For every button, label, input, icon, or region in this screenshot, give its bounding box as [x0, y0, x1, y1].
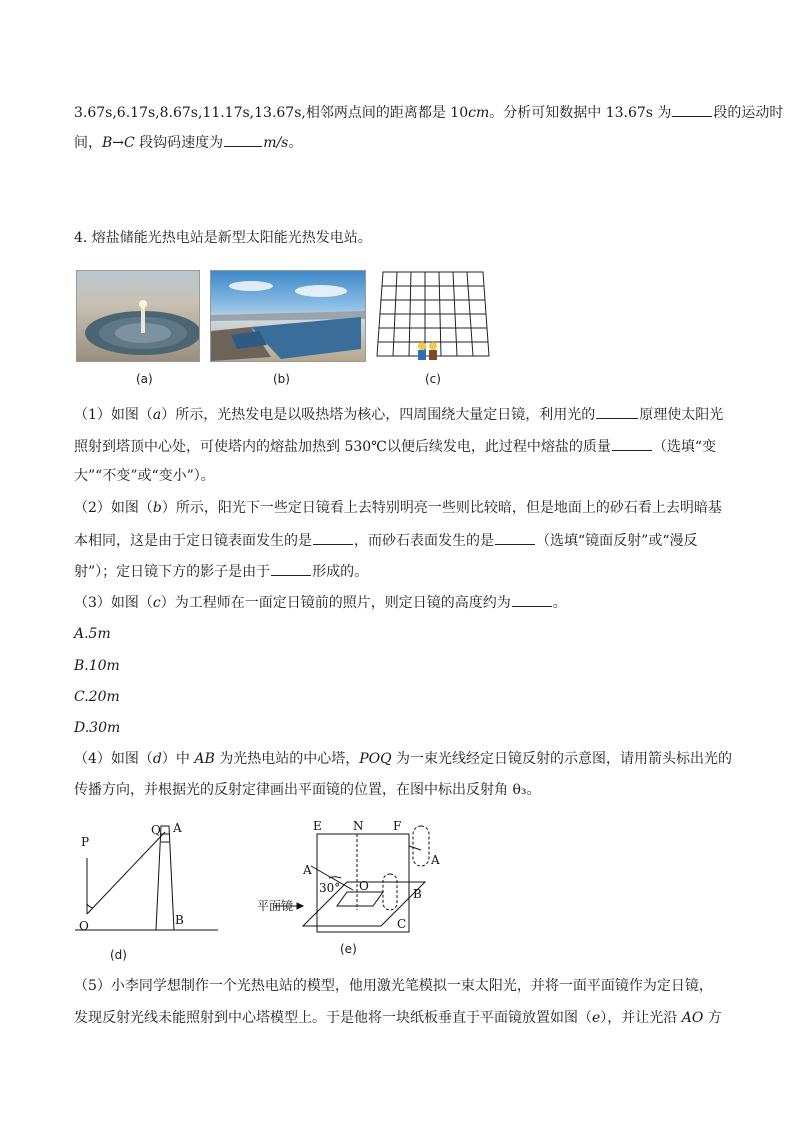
- label-b: B: [175, 913, 184, 927]
- figure-ref: c: [152, 595, 161, 611]
- answer-blank[interactable]: [313, 530, 353, 545]
- part-2-line-1: [74, 498, 722, 518]
- question-title: 4. 熔盐储能光热电站是新型太阳能光热发电站。: [74, 230, 372, 246]
- label-n: N: [353, 819, 364, 833]
- text: （选填“变: [652, 439, 717, 455]
- intro-text: 3.67s,6.17s,8.67s,11.17s,13.67s,相邻两点间的距离都是 10: [74, 105, 469, 121]
- text: 为光热电站的中心塔，: [214, 751, 360, 767]
- figure-d-tower-diagram: [75, 818, 225, 948]
- part-5-line-1: （5）小李同学想制作一个光热电站的模型，他用激光笔模拟一束太阳光，并将一面平面镜作为定日镜，: [74, 978, 713, 994]
- figure-ref: d: [152, 751, 162, 767]
- text: （1）如图（: [74, 407, 153, 423]
- label-p: P: [81, 835, 90, 849]
- part-1-line-3: 大”“不变”或“变小”）。: [74, 468, 215, 484]
- part-4-line-2: 传播方向，并根据光的反射定律画出平面镜的位置，在图中标出反射角 θ₃。: [74, 782, 541, 798]
- intro-text: 段钩码速度为: [134, 135, 224, 151]
- text: 方: [703, 1010, 722, 1026]
- answer-blank[interactable]: [596, 404, 638, 419]
- part-4-line-1: [74, 749, 732, 769]
- label-poq: POQ: [359, 751, 392, 767]
- segment-label: B→C: [102, 135, 135, 151]
- label-f: F: [393, 819, 402, 833]
- label-mirror: 平面镜: [257, 899, 294, 913]
- text: 射”）；定日镜下方的影子是由于: [74, 564, 271, 580]
- option-d[interactable]: D.30m: [74, 720, 121, 736]
- caption-b: (b): [273, 372, 290, 386]
- label-b: B: [413, 887, 422, 901]
- label-a: A: [173, 821, 182, 835]
- intro-text: 。分析可知数据中 13.67s 为: [489, 105, 672, 121]
- text: 形成的。: [312, 564, 369, 580]
- answer-blank[interactable]: [672, 102, 712, 117]
- option-b[interactable]: B.10m: [74, 658, 120, 674]
- unit-cm: cm: [468, 105, 490, 121]
- label-o: O: [359, 879, 369, 893]
- text: （选填“镜面反射”或“漫反: [536, 533, 698, 549]
- answer-blank[interactable]: [271, 561, 311, 576]
- label-a-left: A: [303, 863, 312, 877]
- caption-d: (d): [110, 948, 127, 962]
- text: （3）如图（: [74, 595, 153, 611]
- label-o: O: [79, 919, 89, 933]
- label-e: E: [313, 819, 322, 833]
- photo-a-solar-field: [76, 270, 200, 362]
- text: 发现反射光线未能照射到中心塔模型上。于是他将一块纸板垂直于平面镜放置如图（: [74, 1010, 592, 1026]
- label-angle: 30°: [319, 881, 341, 895]
- caption-e: (e): [340, 942, 357, 956]
- figure-c-heliostat-grid: [375, 270, 495, 362]
- figure-ref: b: [152, 500, 162, 516]
- intro-text: 。: [288, 135, 303, 151]
- option-c[interactable]: C.20m: [74, 689, 120, 705]
- answer-blank[interactable]: [512, 592, 552, 607]
- option-a[interactable]: A.5m: [74, 626, 111, 642]
- part-2-line-2: [74, 530, 697, 551]
- label-q: Q: [151, 823, 161, 837]
- text: ），并让光沿: [600, 1010, 682, 1026]
- part-5-line-2: [74, 1008, 722, 1028]
- text: （2）如图（: [74, 500, 153, 516]
- text: 照射到塔顶中心处，可使塔内的熔盐加热到 530℃以便后续发电，此过程中熔盐的质量: [74, 439, 611, 455]
- part-2-line-3: [74, 561, 368, 582]
- figure-e-reflection-setup: [255, 818, 445, 938]
- label-ab: AB: [194, 751, 215, 767]
- text: ，而砂石表面发生的是: [354, 533, 494, 549]
- label-c: C: [397, 917, 407, 931]
- label-a-right: A: [431, 853, 440, 867]
- figure-ref: a: [152, 407, 162, 423]
- engineers-icon: [418, 342, 437, 360]
- part-3-line: [74, 592, 567, 613]
- text: 。: [552, 595, 567, 611]
- caption-a: (a): [136, 372, 153, 386]
- intro-line-1: [74, 102, 783, 123]
- text: 原理使太阳光: [639, 407, 724, 423]
- photo-b-heliostats: [210, 270, 366, 362]
- intro-text: 段的运动时: [713, 105, 784, 121]
- text: ）所示，阳光下一些定日镜看上去特别明亮一些则比较暗，但是地面上的砂石看上去明暗基: [161, 500, 722, 516]
- label-ao: AO: [681, 1010, 704, 1026]
- answer-blank[interactable]: [495, 530, 535, 545]
- text: ）为工程师在一面定日镜前的照片，则定日镜的高度约为: [160, 595, 511, 611]
- part-1-line-2: [74, 436, 716, 457]
- caption-c: (c): [425, 372, 441, 386]
- intro-text: 间，: [74, 135, 102, 151]
- text: ）所示，光热发电是以吸热塔为核心，四周围绕大量定日镜，利用光的: [161, 407, 596, 423]
- text: 本相同，这是由于定日镜表面发生的是: [74, 533, 312, 549]
- figure-ref: e: [592, 1010, 601, 1026]
- text: 为一束光线经定日镜反射的示意图，请用箭头标出光的: [391, 751, 733, 767]
- part-1-line-1: [74, 404, 723, 425]
- unit-ms: m/s: [263, 135, 289, 151]
- text: ）中: [161, 751, 195, 767]
- text: （4）如图（: [74, 751, 153, 767]
- intro-line-2: [74, 132, 302, 153]
- answer-blank[interactable]: [224, 132, 262, 147]
- answer-blank[interactable]: [612, 436, 652, 451]
